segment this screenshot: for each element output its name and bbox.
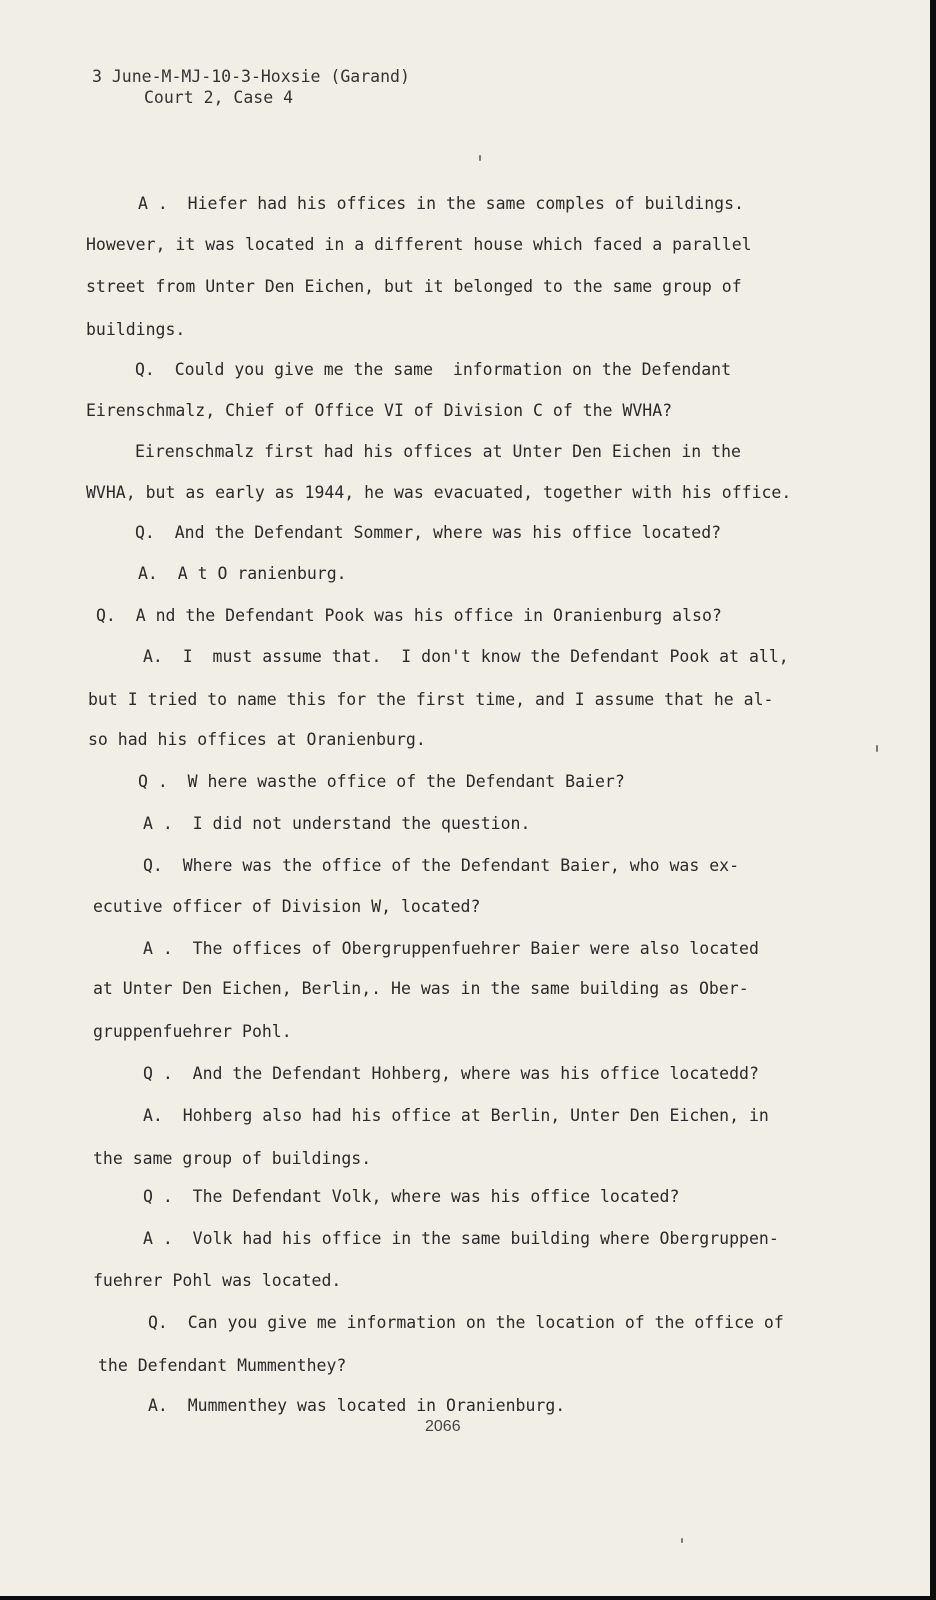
text-line: A . The offices of Obergruppenfuehrer Baier were also located [143, 939, 759, 958]
text-line: ecutive officer of Division W, located? [93, 897, 481, 916]
text-line: WVHA, but as early as 1944, he was evacuated, together with his office. [86, 483, 792, 502]
header-line-1: 3 June-M-MJ-10-3-Hoxsie (Garand) [92, 67, 410, 86]
scan-border [0, 1596, 936, 1600]
text-line: street from Unter Den Eichen, but it belonged to the same group of [86, 277, 742, 296]
text-line: A. Mummenthey was located in Oranienburg. [148, 1396, 566, 1415]
paper-speck [479, 155, 481, 161]
text-line: Q . The Defendant Volk, where was his office located? [143, 1187, 680, 1206]
header-line-2: Court 2, Case 4 [144, 88, 294, 107]
text-line: A . I did not understand the question. [143, 814, 531, 833]
text-line: Q. Can you give me information on the location of the office of [148, 1313, 784, 1332]
text-line: A. I must assume that. I don't know the Defendant Pook at all, [143, 647, 789, 666]
text-line: A . Volk had his office in the same building where Obergruppen- [143, 1229, 779, 1248]
text-line: However, it was located in a different house which faced a parallel [86, 235, 752, 254]
paper-speck [681, 1538, 683, 1543]
text-line: but I tried to name this for the first time, and I assume that he al- [88, 690, 774, 709]
text-line: at Unter Den Eichen, Berlin,. He was in the same building as Ober- [93, 979, 749, 998]
text-line: the same group of buildings. [93, 1149, 372, 1168]
text-line: Q . W here wasthe office of the Defendant Baier? [138, 772, 625, 791]
text-line: Q. Could you give me the same information on the Defendant [135, 360, 732, 379]
text-line: Eirenschmalz first had his offices at Unter Den Eichen in the [135, 442, 741, 461]
text-line: A. Hohberg also had his office at Berlin, Unter Den Eichen, in [143, 1106, 769, 1125]
paper-speck [876, 745, 878, 752]
text-line: Eirenschmalz, Chief of Office VI of Division C of the WVHA? [86, 401, 673, 420]
text-line: Q. A nd the Defendant Pook was his office in Oranienburg also? [96, 606, 722, 625]
text-line: A . Hiefer had his offices in the same comples of buildings. [138, 194, 744, 213]
text-line: so had his offices at Oranienburg. [88, 730, 426, 749]
text-line: the Defendant Mummenthey? [98, 1356, 347, 1375]
text-line: Q. Where was the office of the Defendant Baier, who was ex- [143, 856, 740, 875]
text-line: gruppenfuehrer Pohl. [93, 1022, 292, 1041]
text-line: A. A t O ranienburg. [138, 564, 347, 583]
text-line: Q . And the Defendant Hohberg, where was his office locatedd? [143, 1064, 759, 1083]
text-line: buildings. [86, 320, 186, 339]
text-line: fuehrer Pohl was located. [93, 1271, 342, 1290]
page-number: 2066 [425, 1418, 461, 1435]
text-line: Q. And the Defendant Sommer, where was his office located? [135, 523, 722, 542]
